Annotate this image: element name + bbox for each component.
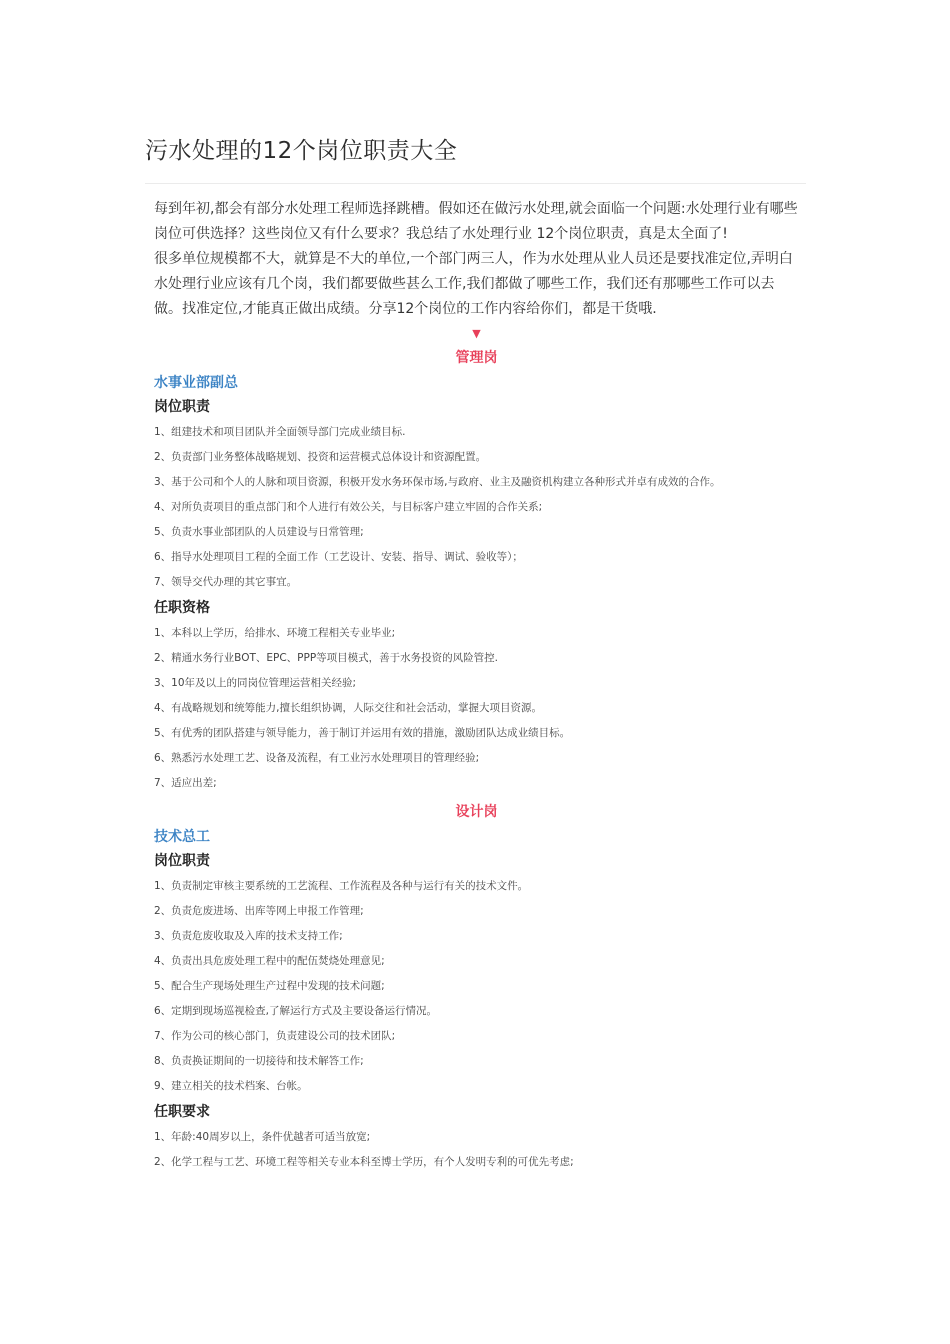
section-title: 管理岗 [455, 350, 498, 366]
article-body [154, 197, 799, 1175]
title-divider [145, 183, 806, 184]
duties-heading: 岗位职责 [154, 399, 210, 415]
job-section [154, 802, 799, 1175]
list-item: 4、对所负责项目的重点部门和个人进行有效公关，与目标客户建立牢固的合作关系; [154, 501, 543, 513]
list-item: 9、建立相关的技术档案、台帐。 [154, 1080, 308, 1092]
section-title: 设计岗 [455, 804, 498, 820]
requirements-heading: 任职要求 [154, 1104, 210, 1120]
requirements-list [154, 621, 799, 796]
list-item: 6、指导水处理项目工程的全面工作（工艺设计、安装、指导、调试、验收等）； [154, 551, 523, 563]
list-item: 2、负责危废进场、出库等网上申报工作管理; [154, 905, 364, 917]
list-item: 1、年龄:40周岁以上，条件优越者可适当放宽; [154, 1131, 371, 1143]
list-item: 3、负责危废收取及入库的技术支持工作; [154, 930, 343, 942]
intro-paragraph-2: 很多单位规模都不大，就算是不大的单位,一个部门两三人，作为水处理从业人员还是要找准定位,弄明白水处理行业应该有几个岗，我们都要做些甚么工作,我们都做了哪些工作，我们还有那哪些工作可以去做。找准定位,才能真正做出成绩。分享12个岗位的工作内容给你们，都是干货哦. [154, 251, 793, 317]
duties-list [154, 420, 799, 595]
intro-paragraph-1: 每到年初,都会有部分水处理工程师选择跳槽。假如还在做污水处理,就会面临一个问题:水处理行业有哪些岗位可供选择？这些岗位又有什么要求？我总结了水处理行业 12个岗位职责，真是太全面了! [154, 201, 798, 242]
role-title: 技术总工 [154, 829, 210, 845]
role-title: 水事业部副总 [154, 375, 238, 391]
list-item: 7、适应出差; [154, 777, 217, 789]
down-arrow-icon: ▼ [472, 327, 481, 340]
job-section [154, 348, 799, 796]
list-item: 3、10年及以上的同岗位管理运营相关经验; [154, 677, 357, 689]
list-item: 2、精通水务行业BOT、EPC、PPP等项目模式，善于水务投资的风险管控. [154, 652, 499, 664]
list-item: 1、组建技术和项目团队并全面领导部门完成业绩目标. [154, 426, 406, 438]
duties-list [154, 874, 799, 1099]
list-item: 5、有优秀的团队搭建与领导能力，善于制订并运用有效的措施，激励团队达成业绩目标。 [154, 727, 571, 739]
duties-heading: 岗位职责 [154, 853, 210, 869]
requirements-list [154, 1125, 799, 1175]
list-item: 1、本科以上学历，给排水、环境工程相关专业毕业; [154, 627, 396, 639]
list-item: 2、负责部门业务整体战略规划、投资和运营模式总体设计和资源配置。 [154, 451, 487, 463]
sections-container [154, 348, 799, 1175]
list-item: 5、负责水事业部团队的人员建设与日常管理; [154, 526, 364, 538]
list-item: 6、定期到现场巡视检查,了解运行方式及主要设备运行情况。 [154, 1005, 438, 1017]
list-item: 4、负责出具危废处理工程中的配伍焚烧处理意见; [154, 955, 385, 967]
list-item: 7、作为公司的核心部门，负责建设公司的技术团队; [154, 1030, 396, 1042]
list-item: 2、化学工程与工艺、环境工程等相关专业本科至博士学历，有个人发明专利的可优先考虑; [154, 1156, 574, 1168]
list-item: 3、基于公司和个人的人脉和项目资源，积极开发水务环保市场,与政府、业主及融资机构建立各种形式并卓有成效的合作。 [154, 476, 721, 488]
list-item: 7、领导交代办理的其它事宜。 [154, 576, 298, 588]
list-item: 4、有战略规划和统筹能力,擅长组织协调，人际交往和社会活动，掌握大项目资源。 [154, 702, 543, 714]
list-item: 1、负责制定审核主要系统的工艺流程、工作流程及各种与运行有关的技术文件。 [154, 880, 529, 892]
list-item: 8、负责换证期间的一切接待和技术解答工作; [154, 1055, 364, 1067]
requirements-heading: 任职资格 [154, 600, 210, 616]
list-item: 6、熟悉污水处理工艺、设备及流程，有工业污水处理项目的管理经验; [154, 752, 480, 764]
list-item: 5、配合生产现场处理生产过程中发现的技术问题; [154, 980, 385, 992]
page-title: 污水处理的12个岗位职责大全 [145, 138, 458, 164]
